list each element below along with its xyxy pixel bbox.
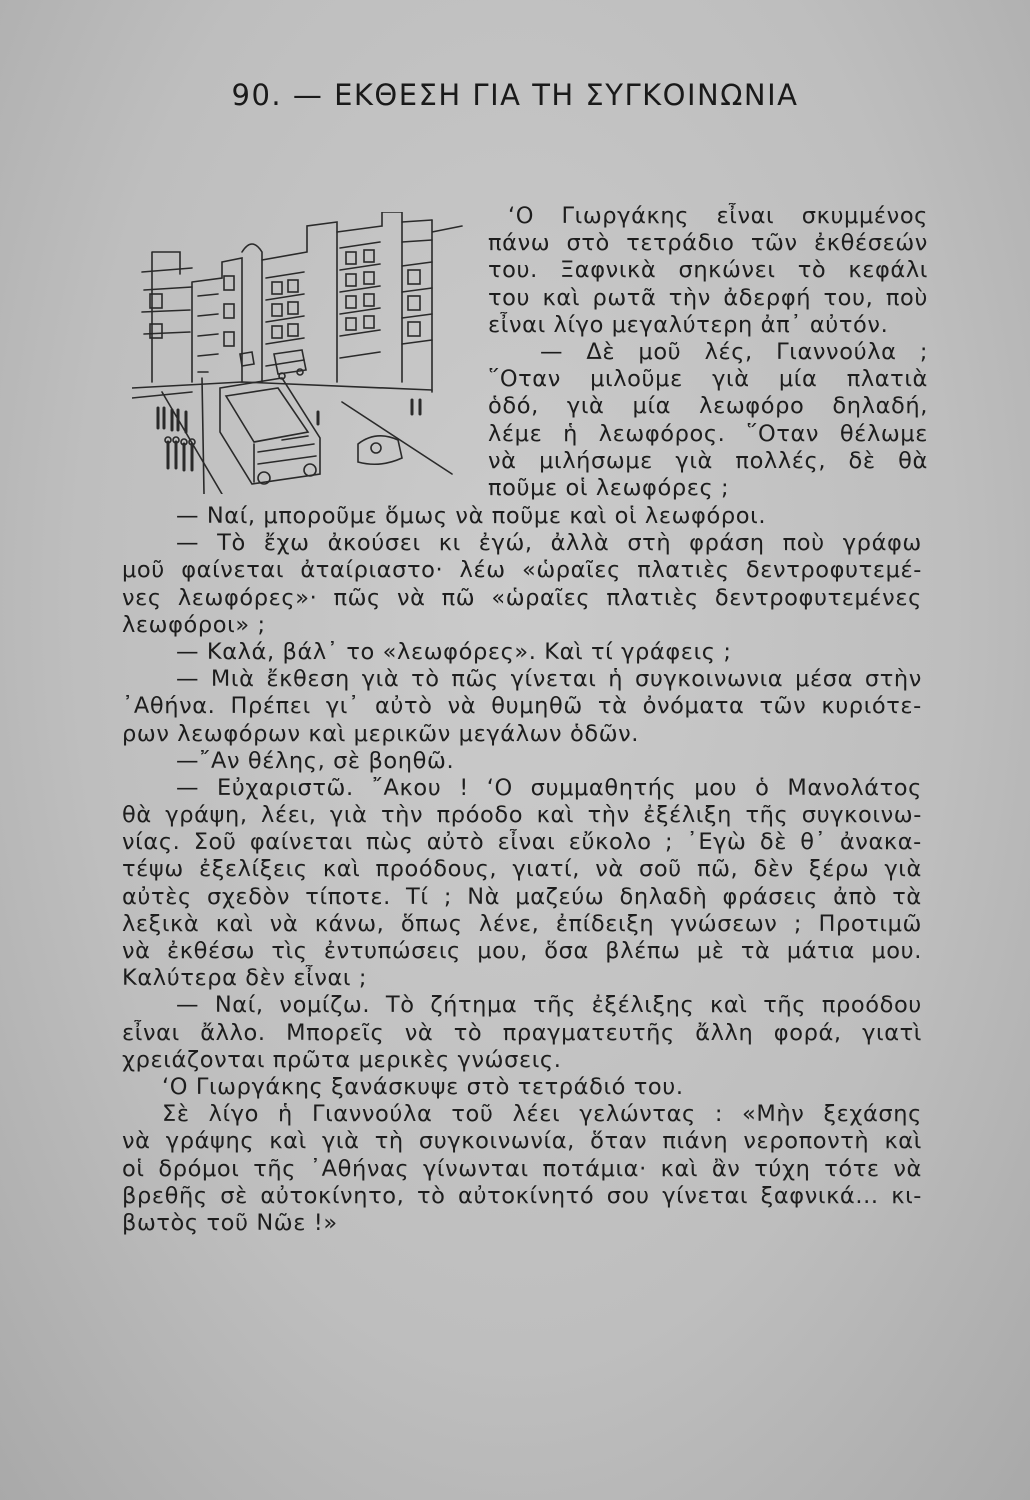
text-line: ῞Οταν μιλοῦμε γιὰ μία πλατιὰ: [488, 366, 928, 393]
text-line: —῎Αν θέλης, σὲ βοηθῶ.: [176, 747, 455, 774]
text-line: — Ναί, μποροῦμε ὅμως νὰ ποῦμε καὶ οἱ λεωφόροι.: [176, 503, 767, 529]
text-line: εἶναι λίγο μεγαλύτερη ἀπ᾽ αὐτόν.: [488, 311, 889, 338]
text-line: εἶναι ἄλλο. Μπορεῖς νὰ τὸ πραγματευτῆς ἄλλη φορά, γιατὶ: [122, 1019, 922, 1046]
text-line: Σὲ λίγο ἡ Γιαννούλα τοῦ λέει γελώντας : «Μὴν ξεχάσης: [162, 1101, 922, 1128]
text-line: νὰ γράψης καὶ γιὰ τὴ συγκοινωνία, ὅταν πιάνη νεροποντὴ καὶ: [122, 1128, 922, 1155]
text-line: ‘Ο Γιωργάκης ξανάσκυψε στὸ τετράδιό του.: [162, 1073, 684, 1100]
text-line: ὁδό, γιὰ μία λεωφόρο δηλαδή,: [488, 393, 928, 420]
text-line: μοῦ φαίνεται ἀταίριαστο· λέω «ὡραῖες πλατιὲς δεντροφυτεμέ-: [122, 557, 922, 584]
text-line: του καὶ ρωτᾶ τὴν ἀδερφή του, ποὺ: [488, 284, 928, 311]
text-line: ρων λεωφόρων καὶ μερικῶν μεγάλων ὁδῶν.: [122, 720, 640, 747]
text-line: οἱ δρόμοι τῆς ᾽Αθήνας γίνωνται ποτάμια· καὶ ἂν τύχη τότε νὰ: [122, 1155, 922, 1182]
page-title: 90. — ΕΚΘΕΣΗ ΓΙΑ ΤΗ ΣΥΓΚΟΙΝΩΝΙΑ: [231, 78, 799, 112]
text-line: βωτὸς τοῦ Νῶε !»: [122, 1209, 338, 1236]
street-scene-illustration-icon: [132, 212, 482, 494]
text-line: λέμε ἡ λεωφόρος. ῞Οταν θέλωμε: [488, 420, 928, 447]
text-line: νίας. Σοῦ φαίνεται πὼς αὐτὸ εἶναι εὔκολο ; ᾽Εγὼ δὲ θ᾽ ἀνακα-: [122, 829, 922, 856]
text-line: λεωφόροι» ;: [122, 611, 266, 638]
text-body: [122, 503, 922, 1237]
text-line: — Καλά, βάλ᾽ το «λεωφόρες». Καὶ τί γράφεις ;: [176, 638, 732, 665]
text-line: βρεθῆς σὲ αὐτοκίνητο, τὸ αὐτοκίνητό σου γίνεται ξαφνικά... κι-: [122, 1182, 922, 1209]
text-line: ποῦμε οἱ λεωφόρες ;: [488, 474, 730, 501]
text-line: νὰ μιλήσωμε γιὰ πολλές, δὲ θὰ: [488, 447, 928, 474]
text-line: πάνω στὸ τετράδιο τῶν ἐκθέσεών: [488, 230, 928, 257]
text-line: — Δὲ μοῦ λές, Γιαννούλα ;: [540, 338, 928, 365]
text-line: — Μιὰ ἔκθεση γιὰ τὸ πῶς γίνεται ἡ συγκοινωνια μέσα στὴν: [176, 666, 922, 693]
text-line: αὐτὲς σχεδὸν τίποτε. Τί ; Νὰ μαζεύω δηλαδὴ φράσεις ἀπὸ τὰ: [122, 883, 922, 910]
text-line: — Ναί, νομίζω. Τὸ ζήτημα τῆς ἐξέλιξης καὶ τῆς προόδου: [176, 992, 922, 1019]
text-line: ᾽Αθήνα. Πρέπει γι᾽ αὐτὸ νὰ θυμηθῶ τὰ ὀνόματα τῶν κυριότε-: [122, 693, 922, 720]
text-line: νες λεωφόρες»· πῶς νὰ πῶ «ὡραῖες πλατιὲς δεντροφυτεμένες: [122, 584, 922, 611]
text-column-beside-illustration: [488, 203, 928, 502]
text-line: του. Ξαφνικὰ σηκώνει τὸ κεφάλι: [488, 257, 928, 284]
text-line: ‘Ο Γιωργάκης εἶναι σκυμμένος: [508, 203, 928, 229]
text-line: χρειάζονται πρῶτα μερικὲς γνώσεις.: [122, 1046, 562, 1073]
text-line: Καλύτερα δὲν εἶναι ;: [122, 965, 368, 992]
text-line: λεξικὰ καὶ νὰ κάνω, ὅπως λένε, ἐπίδειξη γνώσεων ; Προτιμῶ: [122, 910, 922, 937]
text-line: — Τὸ ἔχω ἀκούσει κι ἐγώ, ἀλλὰ στὴ φράση ποὺ γράφω: [176, 530, 922, 557]
text-line: — Εὐχαριστῶ. ῎Ακου ! ‘Ο συμμαθητής μου ὁ Μανολάτος: [176, 774, 922, 801]
text-line: νὰ ἐκθέσω τὶς ἐντυπώσεις μου, ὅσα βλέπω μὲ τὰ μάτια μου.: [122, 938, 922, 964]
text-line: θὰ γράψη, λέει, γιὰ τὴν πρόοδο καὶ τὴν ἐξέλιξη τῆς συγκοινω-: [122, 802, 922, 829]
text-line: τέψω ἐξελίξεις καὶ προόδους, γιατί, νὰ σοῦ πῶ, δὲν ξέρω γιὰ: [122, 856, 922, 883]
